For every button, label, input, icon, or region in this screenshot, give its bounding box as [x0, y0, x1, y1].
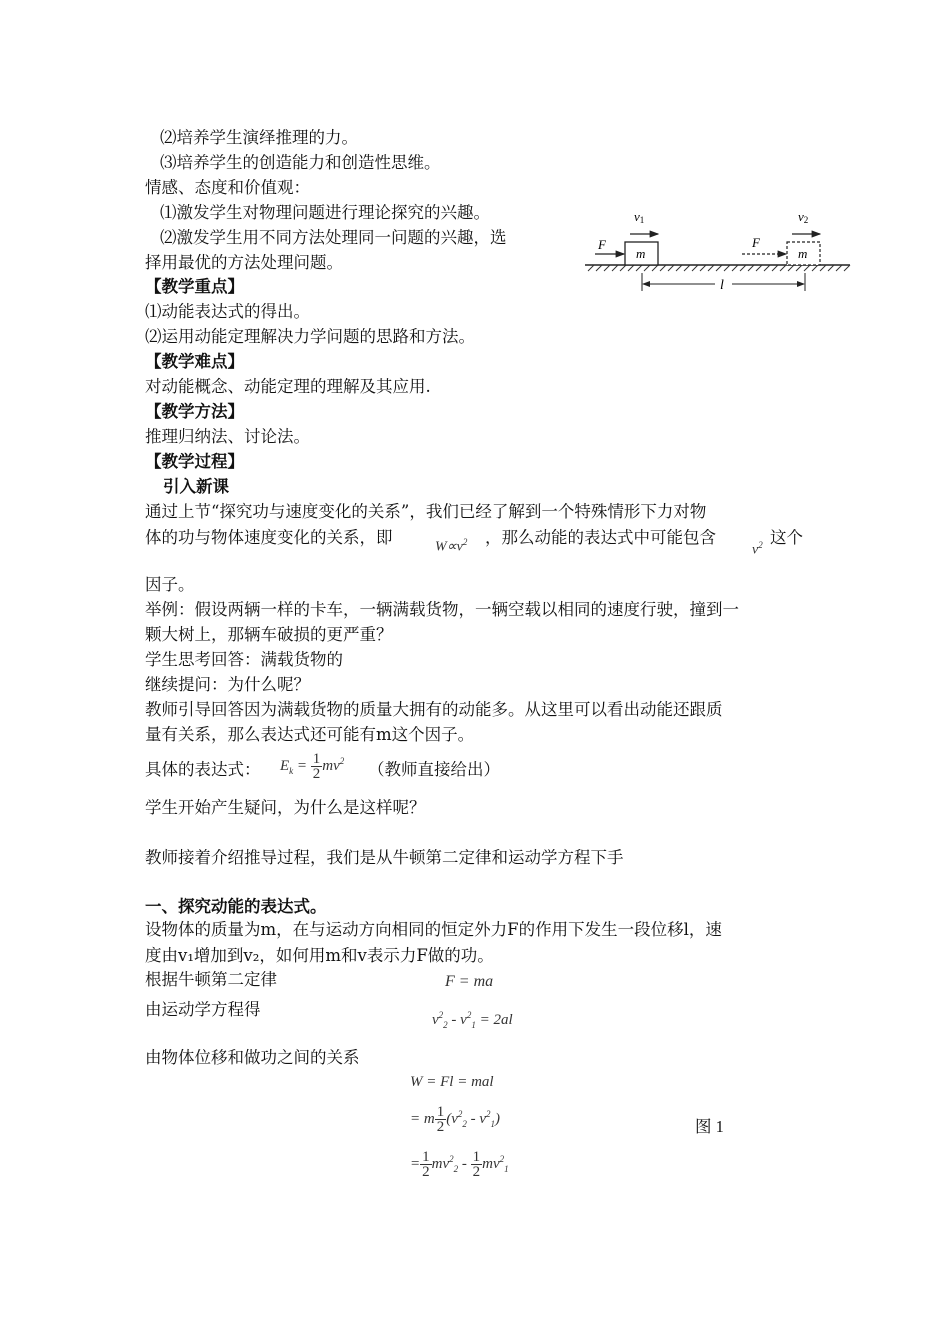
formula-v2: $v^2$	[752, 540, 763, 558]
text-line: 通过上节“探究功与速度变化的关系”，我们已经了解到一个特殊情形下力对物	[145, 502, 707, 521]
text-line: 教师接着介绍推导过程，我们是从牛顿第二定律和运动学方程下手	[145, 848, 624, 867]
section-heading: 【教学方法】	[145, 402, 244, 421]
section-heading: 【教学重点】	[145, 277, 244, 296]
formula-work-3: = $\frac{1}{2}$ $mv^2_2$ - $\frac{1}{2}$ $mv^2_1$	[410, 1149, 509, 1180]
text-line: 由运动学方程得	[145, 1000, 261, 1019]
section-heading: 【教学过程】	[145, 452, 244, 471]
text-line: 体的功与物体速度变化的关系，即	[145, 528, 393, 547]
force-label-1: F	[598, 237, 606, 252]
distance-label: l	[720, 278, 724, 293]
physics-diagram	[580, 205, 855, 300]
text-line: 情感、态度和价值观：	[145, 178, 310, 197]
section-heading: 一、探究动能的表达式。	[145, 897, 327, 916]
text-line: 学生开始产生疑问，为什么是这样呢？	[145, 798, 426, 817]
text-line: 颗大树上，那辆车破损的更严重？	[145, 625, 393, 644]
text-line: 由物体位移和做功之间的关系	[145, 1048, 360, 1067]
velocity-label-2: v2	[798, 209, 809, 225]
mass-label-1: m	[636, 246, 646, 261]
text-line: 教师引导回答因为满载货物的质量大拥有的动能多。从这里可以看出动能还跟质	[145, 700, 723, 719]
fraction-half: $\frac{1}{2}$	[312, 751, 321, 782]
text-line: 度由v₁增加到v₂，如何用m和v表示力F做的功。	[145, 946, 494, 965]
text-line: ⑶培养学生的创造能力和创造性思维。	[160, 153, 441, 172]
text-line: 这个	[770, 528, 803, 547]
fraction-half: $\frac{1}{2}$	[472, 1149, 481, 1180]
text-line: ，那么动能的表达式中可能包含	[485, 528, 716, 547]
text-line: 学生思考回答：满载货物的	[145, 650, 343, 669]
figure-caption: 图 1	[695, 1117, 724, 1136]
velocity-label-1: v1	[634, 209, 645, 225]
force-label-2: F	[752, 235, 760, 250]
text-line: ⑵激发学生用不同方法处理同一问题的兴趣，选	[160, 228, 507, 247]
text-line: ⑴动能表达式的得出。	[145, 302, 310, 321]
formula-kinematics: $v^2_2 - v^2_1 = 2al$	[432, 1010, 513, 1030]
text-line: 设物体的质量为m，在与运动方向相同的恒定外力F的作用下发生一段位移l，速	[145, 920, 722, 939]
mass-label-2: m	[798, 246, 808, 261]
text-line: 择用最优的方法处理问题。	[145, 253, 343, 272]
section-heading: 【教学难点】	[145, 352, 244, 371]
text-line: ⑴激发学生对物理问题进行理论探究的兴趣。	[160, 203, 490, 222]
text-line: 举例：假设两辆一样的卡车，一辆满载货物，一辆空载以相同的速度行驶，撞到一	[145, 600, 739, 619]
text-line: ⑵运用动能定理解决力学问题的思路和方法。	[145, 327, 475, 346]
section-heading: 引入新课	[163, 477, 229, 496]
text-line: 量有关系，那么表达式还可能有m这个因子。	[145, 725, 475, 744]
formula-work-2: = m $\frac{1}{2}$ $(v^2_2 - v^2_1)$	[410, 1104, 501, 1135]
fraction-half: $\frac{1}{2}$	[422, 1149, 430, 1180]
text-line: 根据牛顿第二定律	[145, 970, 277, 989]
text-line: 具体的表达式：	[145, 760, 261, 779]
ground-hatch	[588, 265, 850, 271]
text-line: ⑵培养学生演绎推理的力。	[160, 128, 358, 147]
formula-work-1: W = Fl = mal	[410, 1074, 494, 1090]
text-line: 推理归纳法、讨论法。	[145, 427, 310, 446]
text-line: （教师直接给出）	[368, 760, 500, 779]
fraction-half: $\frac{1}{2}$	[436, 1104, 445, 1135]
formula-w-prop-v2: $W\propto v^2$	[435, 537, 468, 555]
formula-kinetic-energy: $E_k$ = $\frac{1}{2}$ $mv^2$	[280, 751, 345, 782]
text-line: 继续提问：为什么呢？	[145, 675, 310, 694]
formula-newton: F = ma	[445, 973, 494, 990]
text-line: 对动能概念、动能定理的理解及其应用.	[145, 377, 431, 396]
text-line: 因子。	[145, 575, 195, 594]
